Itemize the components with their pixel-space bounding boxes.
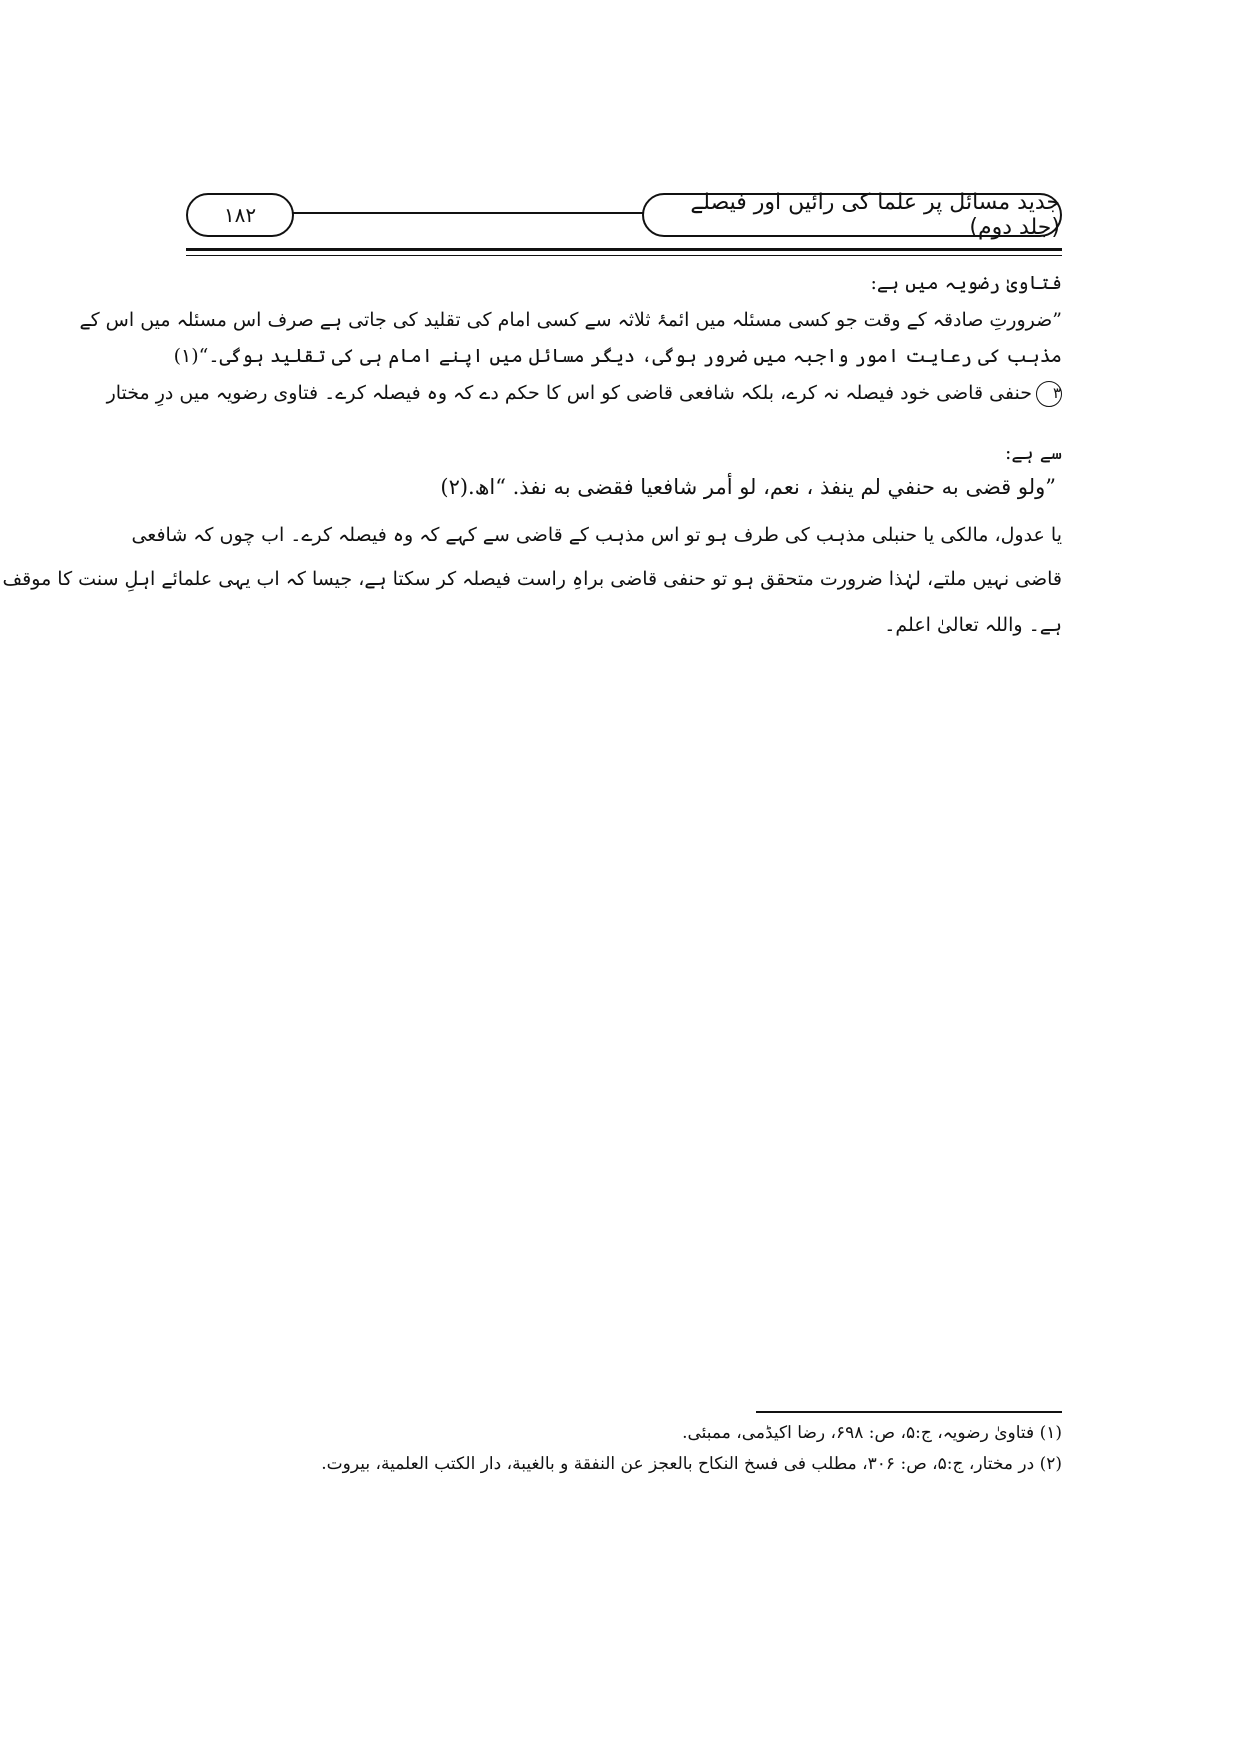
paragraph-line2: قاضی نہیں ملتے، لہٰذا ضرورت متحقق ہو تو حنفی قاضی براہِ راست فیصلہ کر سکتا ہے، جیسا کہ اب یہی علمائے اہلِ سنت کا موقف: [2, 568, 1062, 590]
book-title-box: [642, 190, 1062, 240]
book-title: جدید مسائل پر علما کی رائیں اور فیصلے (جلد دوم): [690, 190, 1060, 240]
quote1-line2: مذہب کی رعایت امور واجبہ میں ضرور ہوگی، دیگر مسائل میں اپنے امام ہی کی تقلید ہوگی۔“(۱): [173, 345, 1062, 367]
header-rule-thick: [186, 248, 1062, 251]
arabic-quote: ”ولو قضى به حنفي لم ينفذ ، نعم، لو أمر شافعيا فقضى به نفذ. “اھ.(۲): [440, 475, 1056, 499]
footnote-separator: [756, 1411, 1062, 1413]
paragraph-line3: ہے۔ واللہ تعالیٰ اعلم۔: [884, 614, 1062, 636]
header-rule-thin: [186, 255, 1062, 256]
point3-text: حنفی قاضی خود فیصلہ نہ کرے، بلکہ شافعی قاضی کو اس کا حکم دے کہ وہ فیصلہ کرے۔ فتاوی رضویہ میں درِ مختار: [106, 382, 1032, 404]
footnote-1: (۱) فتاویٰ رضویہ، ج:۵، ص: ۶۹۸، رضا اکیڈمی، ممبئی.: [682, 1423, 1062, 1443]
point3-line2: سے ہے:: [1005, 442, 1062, 464]
intro-line: فتاویٰ رضویہ میں ہے:: [870, 272, 1062, 294]
paragraph-line1: یا عدول، مالکی یا حنبلی مذہب کی طرف ہو تو اس مذہب کے قاضی سے کہے کہ وہ فیصلہ کرے۔ اب چوں کہ شافعی: [131, 524, 1062, 546]
page-number: ۱۸۲: [223, 203, 257, 227]
quote1-line1: ”ضرورتِ صادقہ کے وقت جو کسی مسئلہ میں ائمۂ ثلاثہ سے کسی امام کی تقلید کی جاتی ہے صرف اس مسئلہ میں اس کے: [79, 309, 1062, 331]
point3-line1: [106, 378, 1062, 408]
page-number-box: [186, 193, 294, 237]
running-header: [186, 190, 1062, 240]
header-connector-line: [292, 212, 644, 214]
point-number-circle: ۳: [1036, 381, 1062, 407]
footnote-2: (۲) در مختار، ج:۵، ص: ۳۰۶، مطلب فی فسخ النكاح بالعجز عن النفقة و بالغيبة، دار الكتب العلمية، بيروت.: [321, 1454, 1062, 1474]
